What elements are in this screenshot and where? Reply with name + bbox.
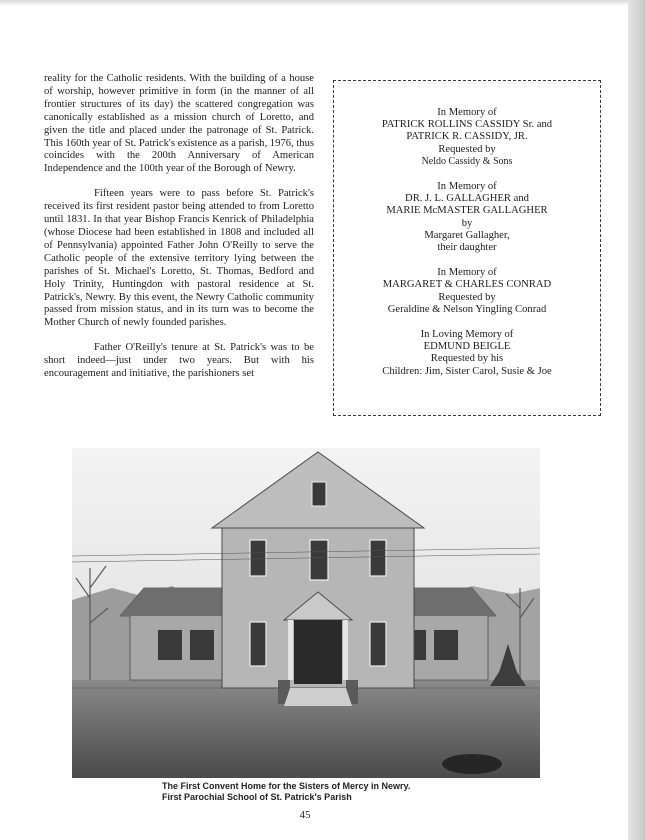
memorial-requested-label: by xyxy=(461,217,473,229)
memorial-entry-beigle xyxy=(334,329,600,378)
caption-line-1: The First Convent Home for the Sisters of Mercy in Newry. xyxy=(162,781,411,791)
memorial-requester: their daughter xyxy=(437,242,497,254)
memorial-name: DR. J. L. GALLAGHER and xyxy=(405,193,529,205)
paragraph-1: reality for the Catholic residents. With the building of a house of worship, however primitive in form (in the manner of all frontier structures of its day) the scattered congregation was canonically established as a mission church of Loretto, and given the title and placed under the patronage of St. Patrick. This 160th year of St. Patrick's existence as a parish, 1976, thus coincides with the 200th Anniversary of American Independence and the 100th year of the Borough of Newry. xyxy=(44,73,314,175)
body-text-column xyxy=(44,73,314,393)
memorial-name: MARIE McMASTER GALLAGHER xyxy=(386,205,548,217)
memorial-entry-cassidy xyxy=(334,107,600,168)
memorial-requested-label: Requested by his xyxy=(430,353,504,365)
memorial-requester: Children: Jim, Sister Carol, Susie & Joe xyxy=(382,365,552,377)
caption-line-2: First Parochial School of St. Patrick's Parish xyxy=(162,792,352,802)
memorial-requester: Neldo Cassidy & Sons xyxy=(421,155,513,167)
page-number: 45 xyxy=(299,809,311,821)
photo-caption xyxy=(162,781,482,803)
memorial-box xyxy=(333,80,601,416)
paragraph-3: Father O'Reilly's tenure at St. Patrick's was to be short indeed—just under two years. But with his encouragement and initiative, the parishioners set xyxy=(44,342,314,380)
memorial-name: PATRICK ROLLINS CASSIDY Sr. and xyxy=(381,119,553,131)
page-top-shadow xyxy=(0,0,645,6)
memorial-entry-conrad xyxy=(334,267,600,316)
memorial-heading: In Memory of xyxy=(437,107,497,118)
paragraph-2: Fifteen years were to pass before St. Patrick's received its first resident pastor being attended to from Loretto until 1831. In that year Bishop Francis Kenrick of Philadelphia (whose Diocese had been established in 1808 and included all of Pennsylvania) appointed Father John O'Reilly to serve the Catholic people of the extensive territory lying between the parishes of St. Michael's Loretto, St. Thomas, Bedford and Holy Trinity, Huntingdon with pastoral residence at St. Patrick's, Newry. By this event, the Newry Catholic community passed from mission status, and in its turn was to become the Mother Church of newly founded parishes. xyxy=(44,188,314,329)
convent-photo xyxy=(72,448,540,778)
page-edge-shadow xyxy=(628,0,645,840)
memorial-entry-gallagher xyxy=(334,181,600,254)
memorial-heading: In Loving Memory of xyxy=(420,329,514,341)
memorial-requested-label: Requested by xyxy=(438,291,496,303)
memorial-heading: In Memory of xyxy=(437,267,497,279)
memorial-name: EDMUND BEIGLE xyxy=(423,341,511,353)
memorial-requester: Geraldine & Nelson Yingling Conrad xyxy=(387,303,547,315)
memorial-name: MARGARET & CHARLES CONRAD xyxy=(382,279,552,291)
memorial-heading: In Memory of xyxy=(437,181,497,193)
memorial-requester: Margaret Gallagher, xyxy=(424,229,510,241)
memorial-requested-label: Requested by xyxy=(438,143,496,155)
memorial-name: PATRICK R. CASSIDY, JR. xyxy=(406,131,528,143)
